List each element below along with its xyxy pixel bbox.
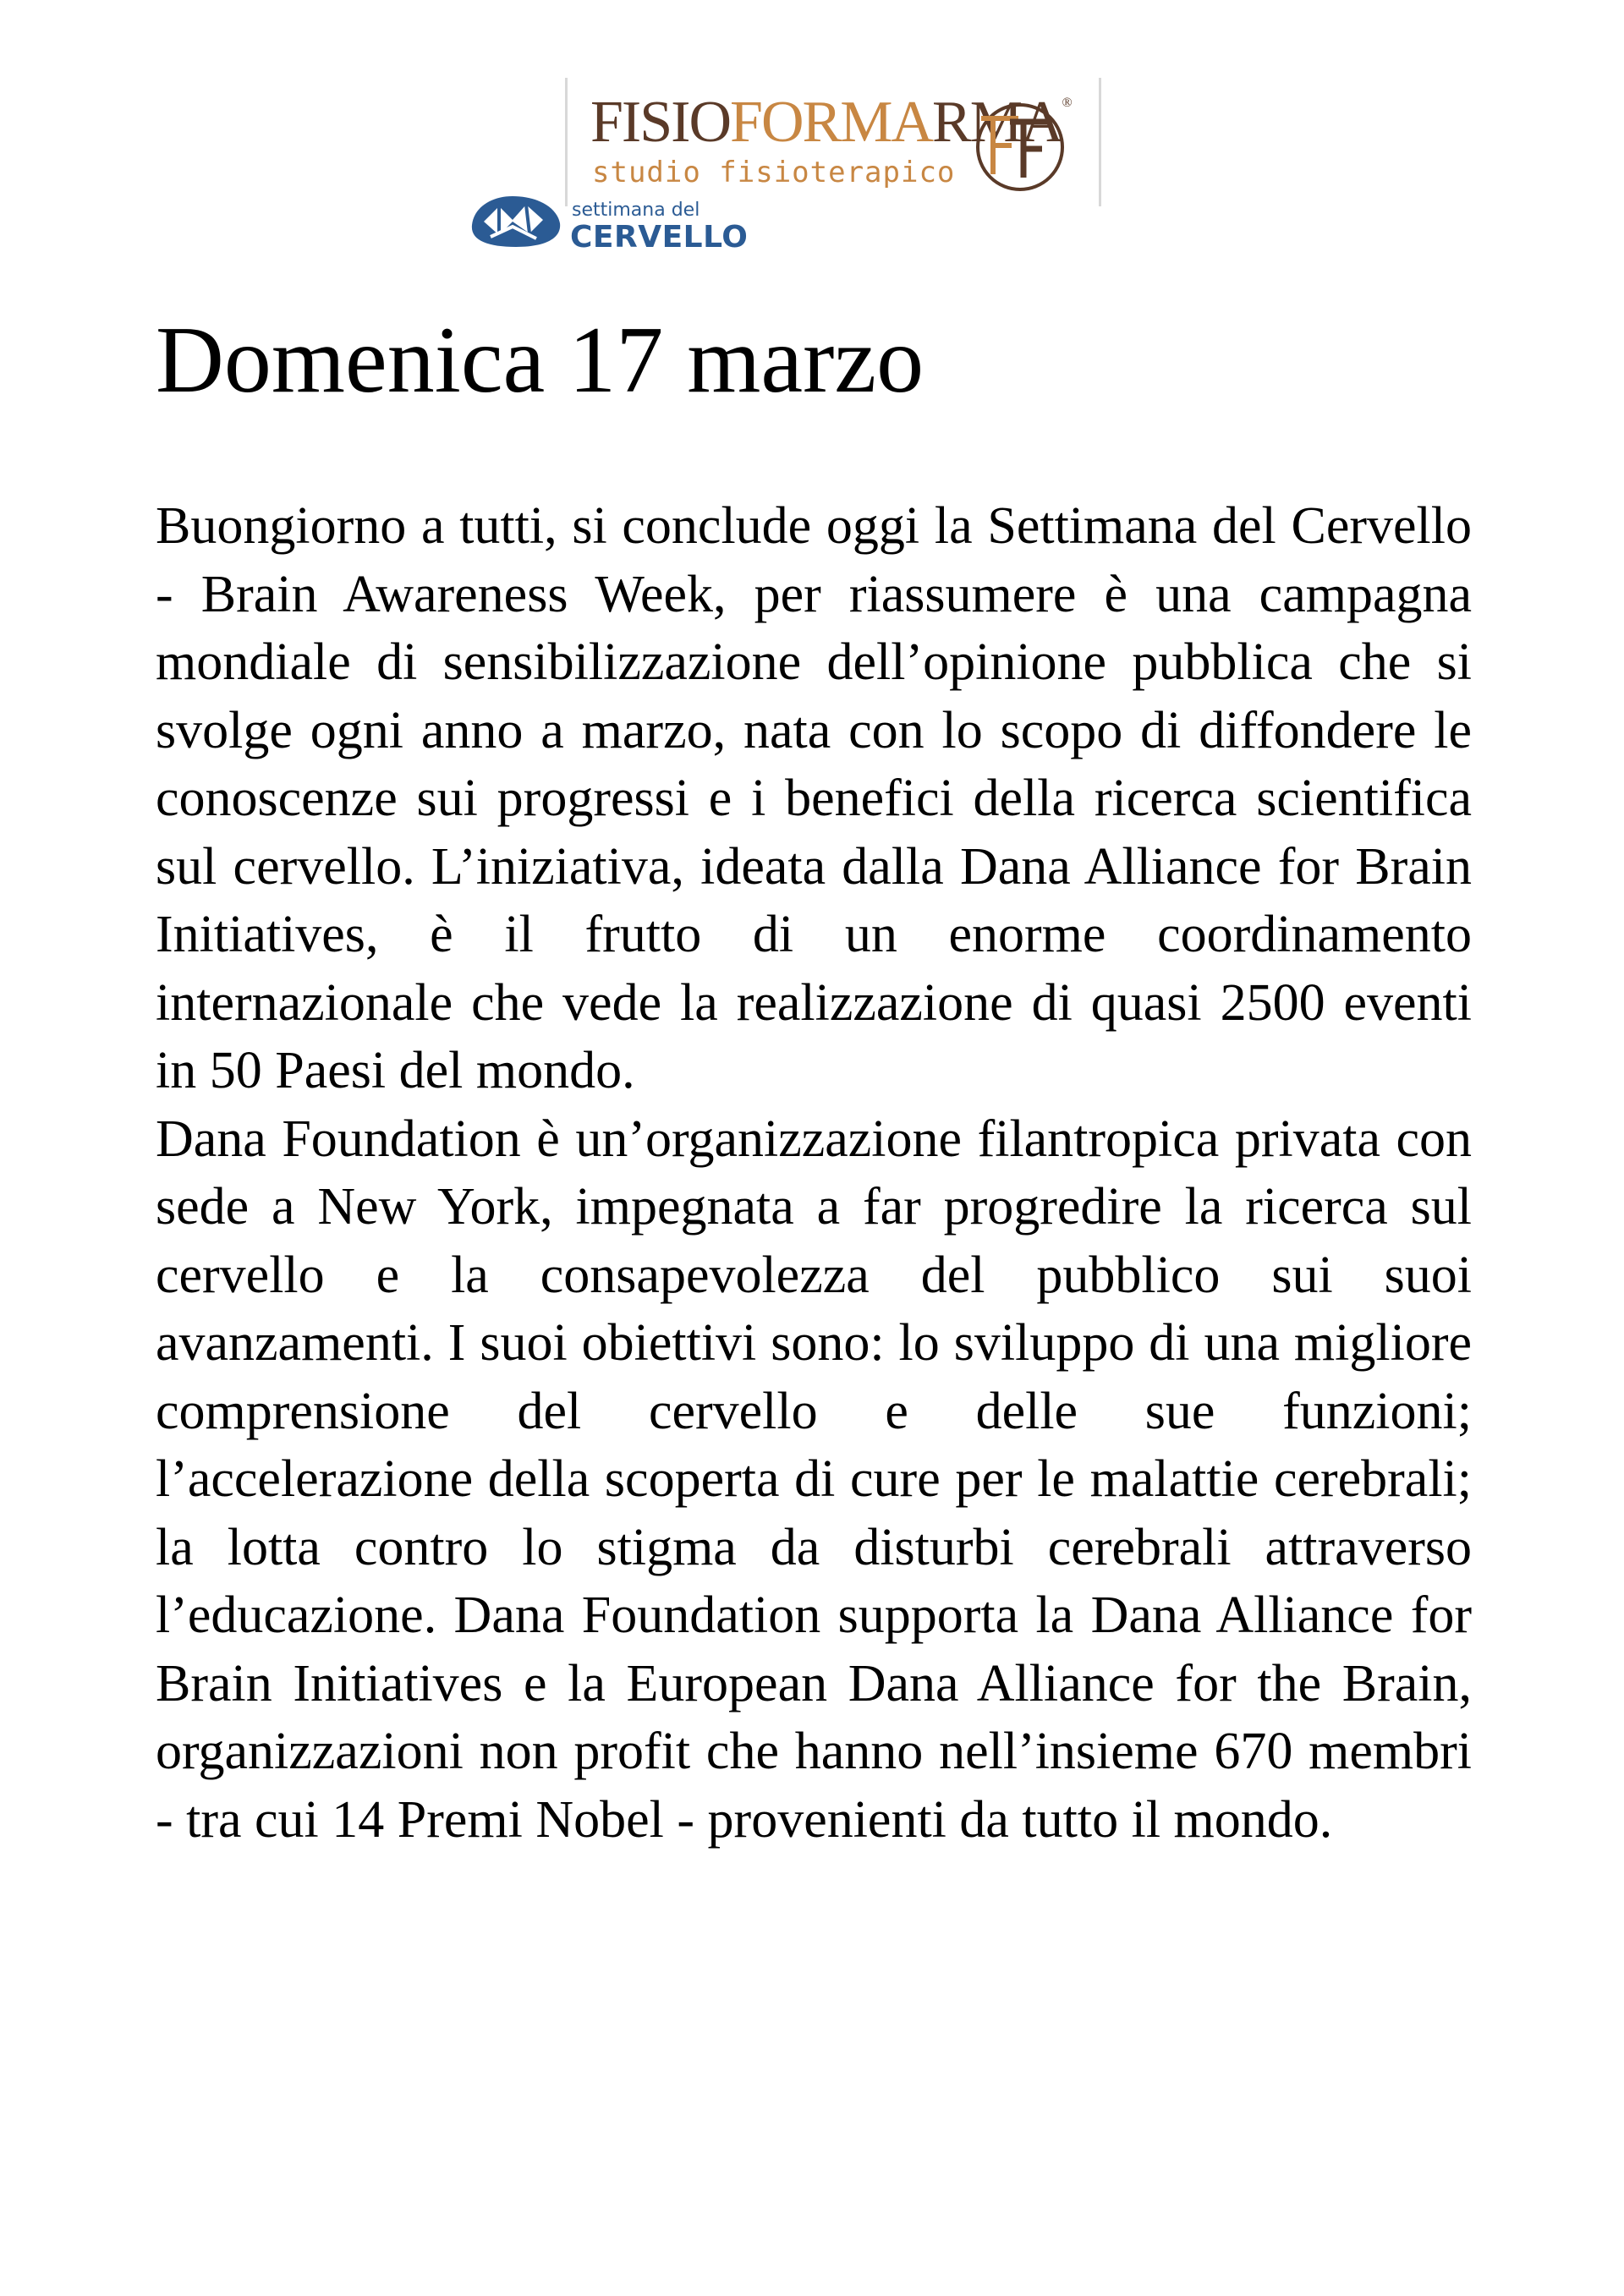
page-title: Domenica 17 marzo [156, 308, 924, 413]
brand-name-part2: FORMA [730, 90, 933, 155]
brand-name-part3: RMA [932, 90, 1062, 155]
paragraph-2: Dana Foundation è un’organizzazione filantropica privata con sede a New York, impegnata a far progredire la ricerca sul cervello e la consapevolezza del pubblico sui suoi avanzamenti. I suoi obiettivi sono: lo sviluppo di una migliore comprensione del cervello e delle sue funzioni; l’accelerazione della scoperta di cure per le malattie cerebrali; la lotta contro lo stigma da disturbi cerebrali attraverso l’educazione. Dana Foundation supporta la Dana Alliance for Brain Initiatives e la European Dana Alliance for the Brain, organizzazioni non profit che hanno nell’insieme 670 membri - tra cui 14 Premi Nobel - provenienti da tutto il mondo. [156, 1110, 1472, 1849]
brain-icon [465, 191, 565, 252]
ff-monogram-icon [966, 96, 1067, 198]
registered-mark: ® [1062, 96, 1071, 110]
event-logo-small-text: settimana del [572, 200, 700, 221]
settimana-cervello-logo [465, 188, 753, 260]
paragraph-1: Buongiorno a tutti, si conclude oggi la Settimana del Cervello - Brain Awareness Week, per riassumere è una campagna mondiale di sensibilizzazione dell’opinione pubblica che si svolge ogni anno a marzo, nata con lo scopo di diffondere le conoscenze sui progressi e i benefici della ricerca scientifica sul cervello. L’iniziativa, ideata dalla Dana Alliance for Brain Initiatives, è il frutto di un enorme coordinamento internazionale che vede la realizzazione di quasi 2500 eventi in 50 Paesi del mondo. [156, 497, 1472, 1099]
document-body [156, 492, 1472, 1854]
logo-divider-right [1099, 78, 1101, 206]
brand-name-part1: FISIO [590, 90, 731, 155]
event-logo-big-text: CERVELLO [570, 220, 749, 255]
brand-subtitle: studio fisioterapico [592, 156, 956, 189]
